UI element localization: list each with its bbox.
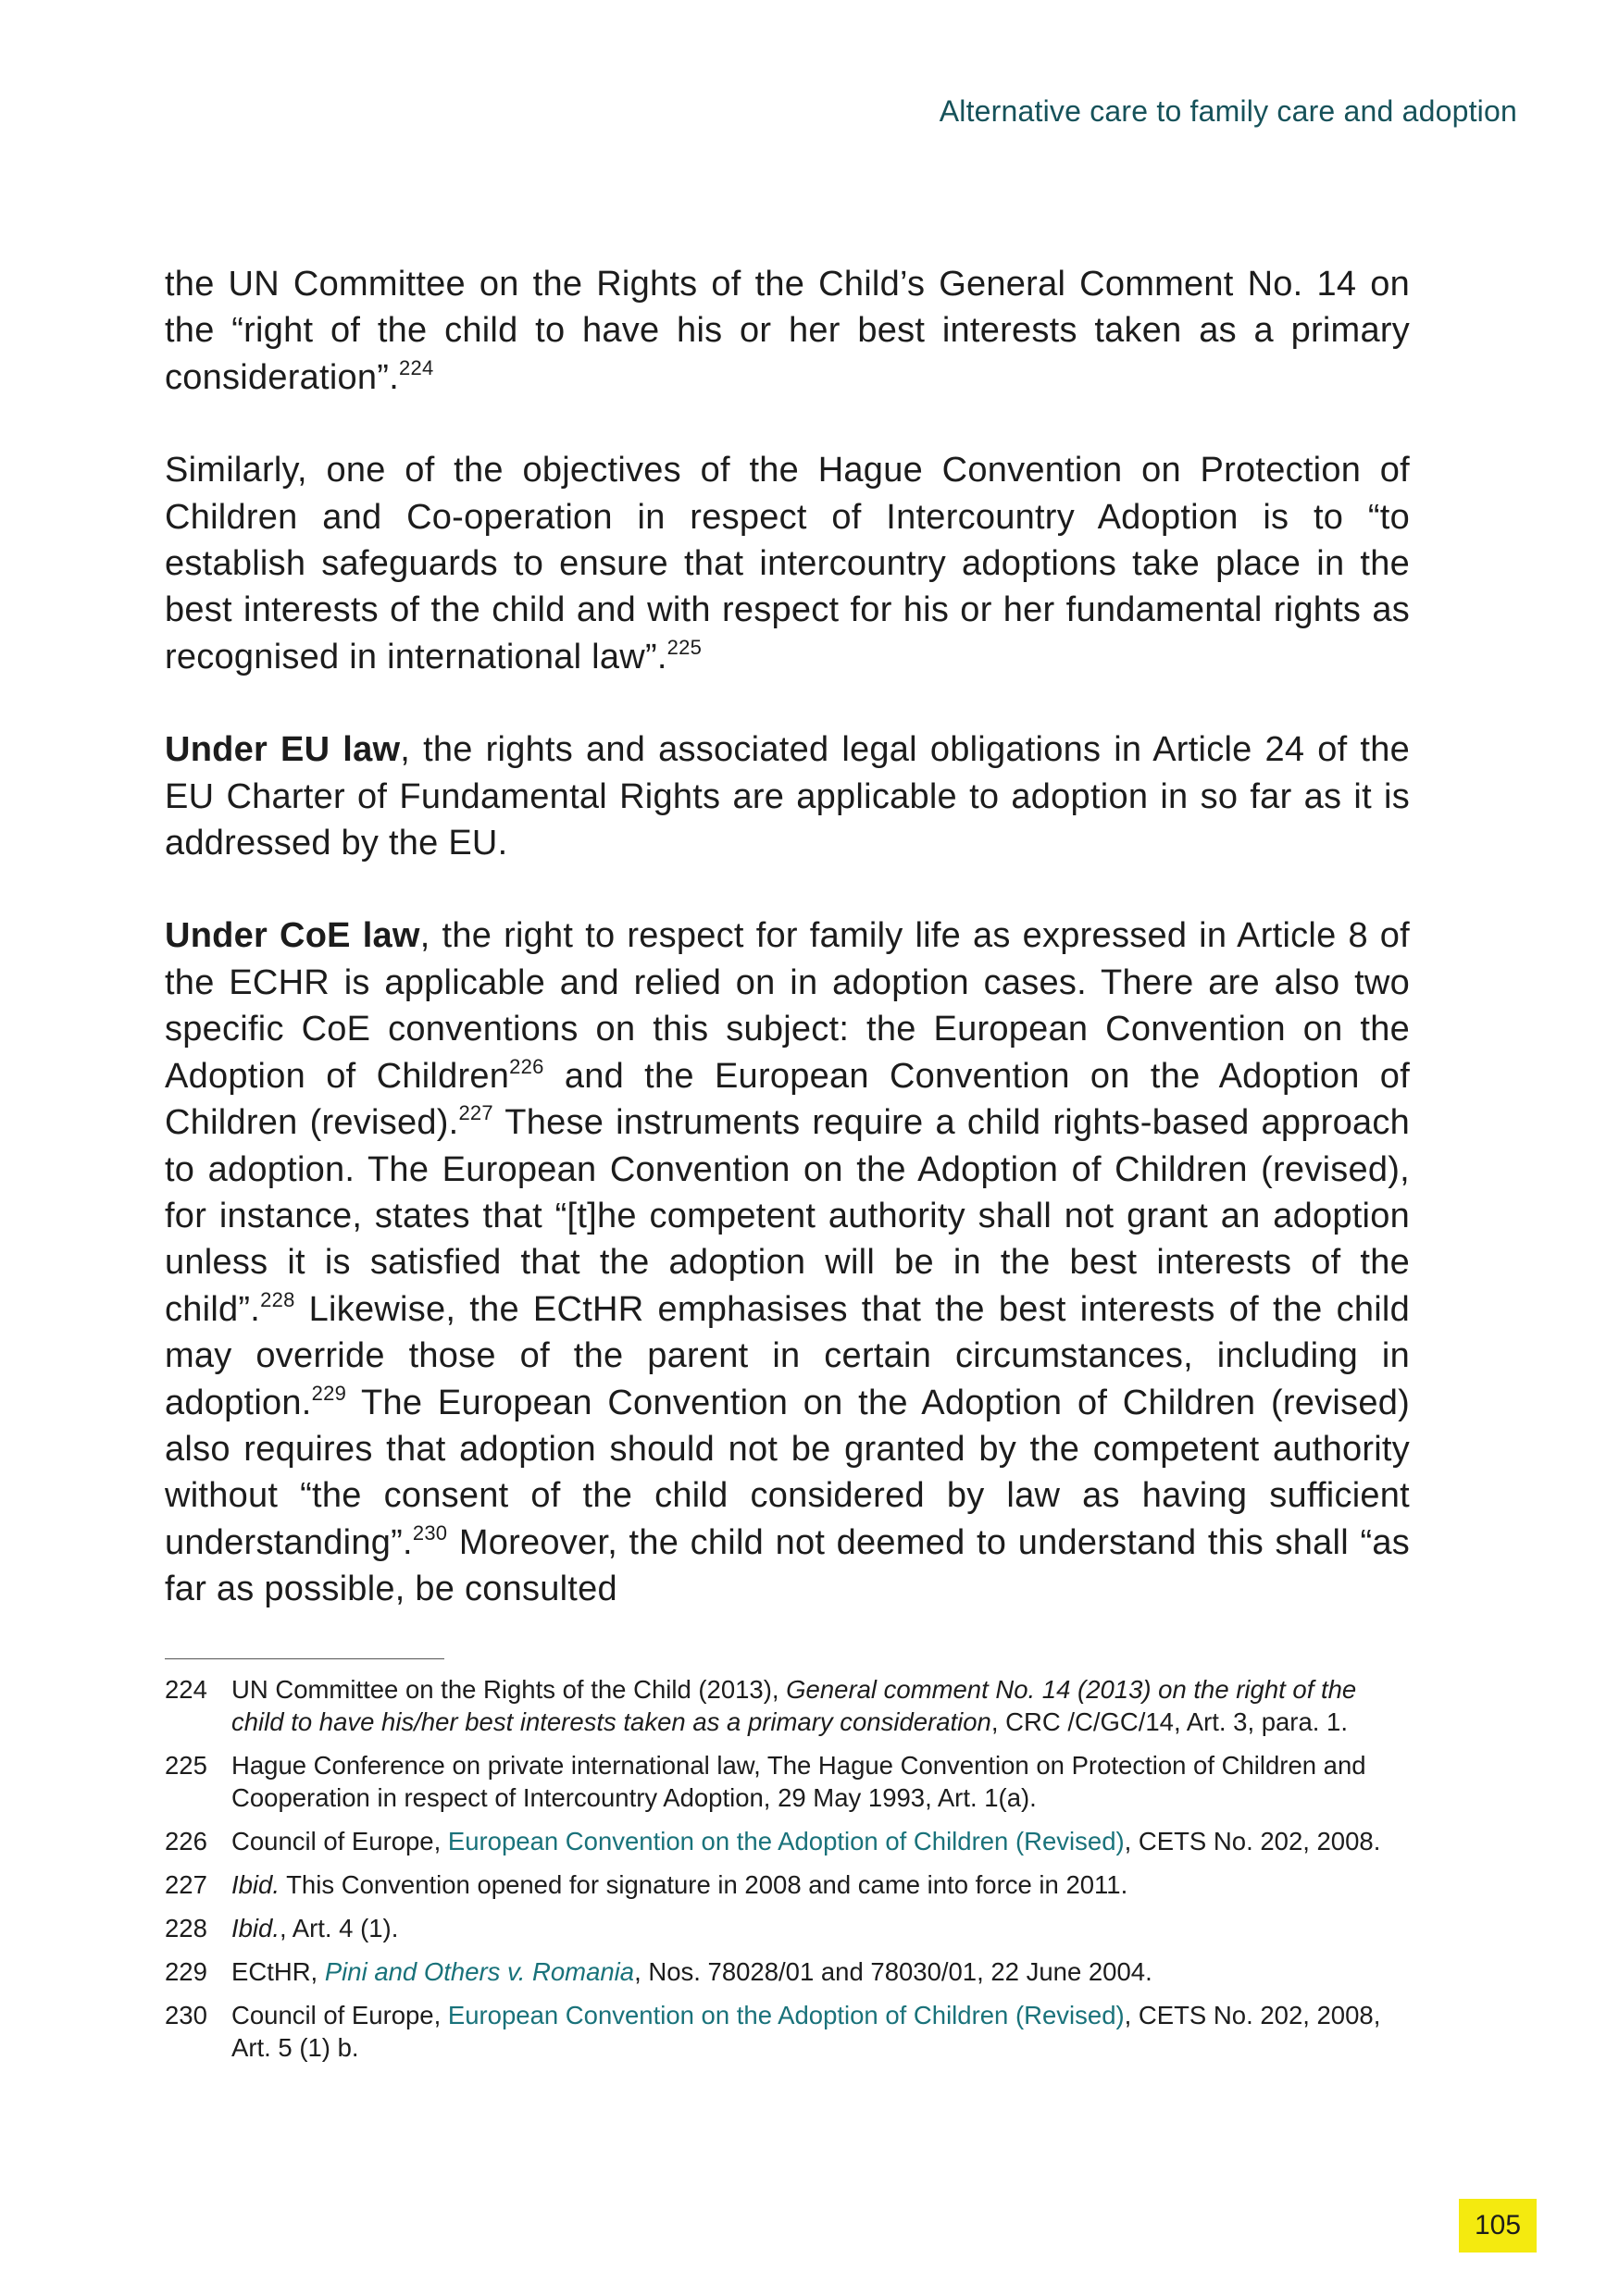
footnote-225	[165, 1749, 1414, 1814]
footnote-text-part: UN Committee on the Rights of the Child (2013),	[231, 1675, 787, 1704]
ibid-italic: Ibid.	[231, 1870, 280, 1899]
ibid-italic: Ibid.	[231, 1914, 280, 1942]
footnote-text	[231, 1825, 1414, 1857]
footnote-text-part: , CETS No. 202, 2008, Art. 5 (1) b.	[231, 2001, 1381, 2062]
footnote-text-part: , Nos. 78028/01 and 78030/01, 22 June 2004.	[634, 1957, 1152, 1986]
footnote-text	[231, 1868, 1414, 1901]
footnote-text-part: , CRC /C/GC/14, Art. 3, para. 1.	[990, 1707, 1348, 1736]
coe-law-lead: Under CoE law	[165, 916, 420, 956]
footnote-text-part: , Art. 4 (1).	[279, 1914, 399, 1942]
footnote-ref-225[interactable]: 225	[666, 635, 703, 659]
paragraph-4-text-2: and the European Convention on the Adoption of Children (revised).	[165, 1056, 1410, 1143]
footnote-text	[231, 1673, 1414, 1738]
footnote-text	[231, 1955, 1414, 1988]
footnote-ref-227[interactable]: 227	[458, 1101, 493, 1125]
footnote-number: 224	[165, 1675, 207, 1704]
page-number-badge: 105	[1459, 2199, 1537, 2253]
paragraph-4-text-1: , the right to respect for family life as expressed in Article 8 of the ECHR is applicable and relied on in adoption cases. There are also two specific CoE conventions on this subject: the European Convention on the Adoption of Children	[165, 916, 1410, 1096]
footnote-text	[231, 1999, 1414, 2064]
convention-link[interactable]: European Convention on the Adoption of Children (Revised)	[447, 1827, 1125, 1855]
paragraph-3	[165, 726, 1410, 866]
footnotes-list	[165, 1673, 1414, 2075]
paragraph-4-text-3: These instruments require a child rights-based approach to adoption. The European Convention on the Adoption of Children (revised), for instance, states that “[t]he competent authority shall not grant an adoption unless it is satisfied that the adoption will be in the best interests of the child”.	[165, 1103, 1410, 1329]
main-body-text	[165, 261, 1410, 1613]
footnote-italic-title: General comment No. 14 (2013) on the right of the child to have his/her best interests taken as a primary consideration	[231, 1675, 1357, 1736]
footnote-number: 225	[165, 1751, 207, 1780]
paragraph-1	[165, 261, 1410, 401]
footnote-text-part: , CETS No. 202, 2008.	[1124, 1827, 1381, 1855]
footnote-number: 229	[165, 1957, 207, 1986]
paragraph-3-text: , the rights and associated legal obligations in Article 24 of the EU Charter of Fundamental Rights are applicable to adoption in so far as it is addressed by the EU.	[165, 730, 1410, 863]
footnote-text-part: Council of Europe,	[231, 1827, 448, 1855]
footnote-ref-230[interactable]: 230	[412, 1520, 448, 1545]
paragraph-1-text: the UN Committee on the Rights of the Child’s General Comment No. 14 on the “right of the child to have his or her best interests taken as a primary consideration”.	[165, 265, 1410, 397]
paragraph-2	[165, 447, 1410, 680]
paragraph-4-text-5: The European Convention on the Adoption of Children (revised) also requires that adoption should not be granted by the competent authority without “the consent of the child considered by law as having sufficient understanding”.	[165, 1383, 1410, 1562]
footnote-text	[231, 1912, 1414, 1944]
footnote-number: 230	[165, 2001, 207, 2029]
footnote-226	[165, 1825, 1414, 1857]
footnote-text-part: ECtHR,	[231, 1957, 325, 1986]
footnote-text-part: This Convention opened for signature in 2008 and came into force in 2011.	[279, 1870, 1128, 1899]
paragraph-2-text: Similarly, one of the objectives of the Hague Convention on Protection of Children and Co-operation in respect of Intercountry Adoption is to “to establish safeguards to ensure that intercountry adoptions take place in the best interests of the child and with respect for his or her fundamental rights as recognised in international law”.	[165, 451, 1410, 676]
footnote-separator	[165, 1658, 444, 1659]
footnote-text-part: Council of Europe,	[231, 2001, 448, 2029]
footnote-228	[165, 1912, 1414, 1944]
paragraph-4-text-6: Moreover, the child not deemed to understand this shall “as far as possible, be consulted	[165, 1522, 1410, 1609]
footnote-ref-228[interactable]: 228	[260, 1287, 295, 1311]
footnote-230	[165, 1999, 1414, 2064]
footnote-224	[165, 1673, 1414, 1738]
eu-law-lead: Under EU law	[165, 730, 401, 770]
paragraph-4-text-4: Likewise, the ECtHR emphasises that the best interests of the child may override those of the parent in certain circumstances, including in adoption.	[165, 1289, 1410, 1422]
convention-link[interactable]: European Convention on the Adoption of Children (Revised)	[447, 2001, 1125, 2029]
footnote-number: 226	[165, 1827, 207, 1855]
running-header-title: Alternative care to family care and adoption	[939, 94, 1517, 128]
footnote-number: 227	[165, 1870, 207, 1899]
paragraph-4	[165, 912, 1410, 1612]
footnote-229	[165, 1955, 1414, 1988]
footnote-ref-224[interactable]: 224	[399, 355, 434, 379]
footnote-number: 228	[165, 1914, 207, 1942]
footnote-ref-226[interactable]: 226	[509, 1054, 544, 1078]
footnote-text: Hague Conference on private international law, The Hague Convention on Protection of Children and Cooperation in respect of Intercountry Adoption, 29 May 1993, Art. 1(a).	[231, 1751, 1366, 1812]
case-link[interactable]: Pini and Others v. Romania	[324, 1957, 635, 1986]
footnote-227	[165, 1868, 1414, 1901]
footnote-ref-229[interactable]: 229	[311, 1381, 347, 1405]
